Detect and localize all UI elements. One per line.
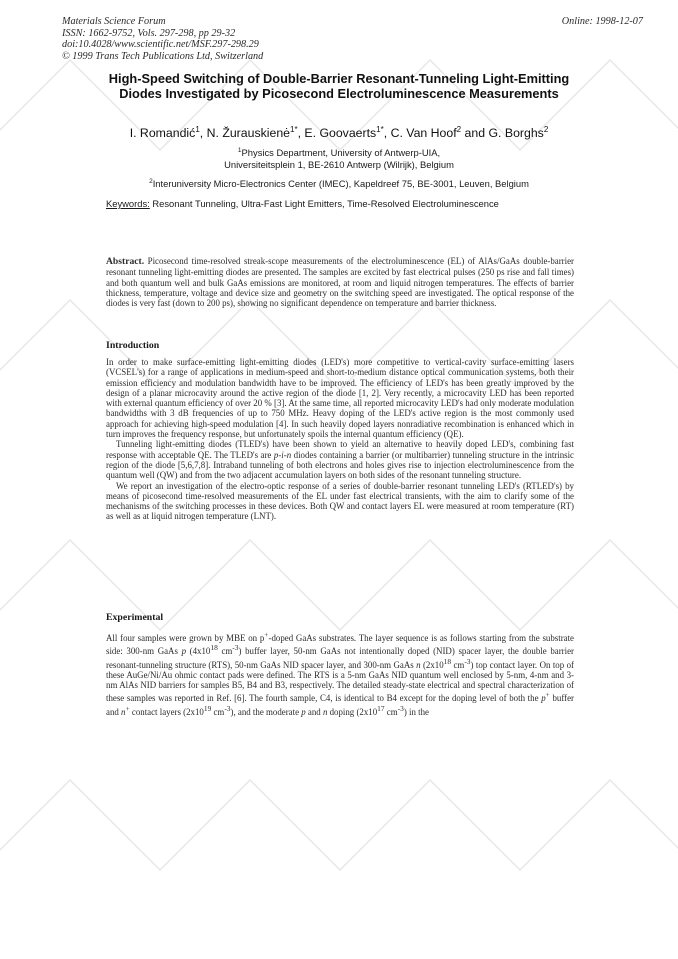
author-list: [60, 125, 618, 140]
author-affil-mark: 1*: [290, 125, 298, 134]
keywords-line: [106, 198, 499, 209]
intro-paragraph-2: Tunneling light-emitting diodes (TLED's) have been shown to yield an alternative to heavily doped LED's, combining fast response with acceptable QE. The TLED's are p-i-n diodes containing a barrier (or multibarrier) tunneling structure in the intrinsic region of the diode [5,6,7,8]. Intraband tunneling of both electrons and holes gives rise to injection electroluminescence from the quantum well (QW) and from the two adjacent accumulation layers on both sides of the resonant tunneling structure.: [106, 439, 575, 481]
author-affil-mark: 2: [456, 125, 462, 134]
affiliation-line: Physics Department, University of Antwerp-UIA,: [241, 147, 441, 159]
affiliation-mark: 2: [149, 178, 153, 185]
doi-link[interactable]: doi:10.4028/www.scientific.net/MSF.297-298.29: [62, 39, 259, 51]
experimental-body: [106, 630, 574, 717]
online-date: Online: 1998-12-07: [561, 16, 643, 27]
introduction-heading: Introduction: [106, 340, 160, 351]
intro-paragraph-3: We report an investigation of the electro-optic response of a series of double-barrier resonant tunneling LED's (RTLED's) by means of picosecond time-resolved measurements of the EL under fast electrical transients, with the aim to clarify some of the mechanisms of the switching processes in these devices. Both QW and contact layers EL were measured at room temperature (RT) as well as at liquid nitrogen temperature (LNT).: [106, 480, 574, 522]
abstract-text: Picosecond time-resolved streak-scope measurements of the electroluminescence (EL) of AlAs/GaAs double-barrier resonant tunneling light-emitting diodes are presented. The samples are excited by fast electrical pulses (250 ps rise and fall times) and both quantum well and bulk GaAs emissions are monitored, at room and liquid nitrogen temperatures. The effects of barrier thickness, temperature, voltage and device size and geometry on the switching speed are investigated. The optical response of the diodes is very fast (down to 200 ps), showing no significant dependence on temperature and barrier thickness.: [106, 256, 574, 309]
keywords-label: Keywords:: [106, 198, 150, 209]
affiliation-2: [80, 176, 598, 190]
affiliation-1: [80, 145, 598, 170]
experimental-paragraph: All four samples were grown by MBE on p+-doped GaAs substrates. The layer sequence is as follows starting from the substrate side: 300-nm GaAs p ($4x10^{18}$ $cm^{-3}$) buffer layer, 50-nm GaAs not intentionally doped (NID) spacer layer, the double barrier resonant-tunneling structure (RTS), 50-nm GaAs NID spacer layer, and 300-nm GaAs n ($2x10^{18}$ $cm^{-3}$) top contact layer. On top of these AuGe/Ni/Au ohmic contact pads were defined. The RTS is a 5-nm GaAs NID quantum well enclosed by 5-nm, 4-nm and 3-nm AlAs NID barriers for samples B5, B4 and B3, respectively. The detailed steady-state electrical and spectral characterization of these samples was reported in Ref. [6]. The fourth sample, C4, is identical to B4 except for the doping level of both the p+ buffer and n+ contact layers ($2x10^{19}$ $cm^{-3}$), and the moderate p and n doping ($2x10^{17}$ $cm^{-3}$) in the: [106, 630, 574, 717]
author-separator: ,: [383, 126, 391, 141]
author-separator: ,: [297, 126, 305, 141]
issn-line: ISSN: 1662-9752, Vols. 297-298, pp 29-32: [62, 27, 236, 39]
author-name: E. Goovaerts: [304, 126, 377, 141]
paper-title: High-Speed Switching of Double-Barrier Resonant-Tunneling Light-Emitting Diodes Investigated by Picosecond Electroluminescence Measurements: [108, 71, 570, 101]
author-name: G. Borghs: [488, 126, 544, 141]
author-name: C. Van Hoof: [390, 126, 457, 141]
author-separator: ,: [199, 126, 207, 141]
copyright-line: © 1999 Trans Tech Publications Ltd, Switzerland: [62, 50, 264, 62]
keywords-text: Resonant Tunneling, Ultra-Fast Light Emitters, Time-Resolved Electroluminescence: [149, 198, 499, 209]
experimental-heading: Experimental: [106, 612, 164, 623]
abstract-block: [106, 256, 574, 308]
affiliation-line: Interuniversity Micro-Electronics Center (IMEC), Kapeldreef 75, BE-3001, Leuven, Belgium: [152, 178, 529, 190]
author-affil-mark: 1: [195, 125, 200, 134]
introduction-body: [106, 357, 574, 522]
intro-paragraph-1: In order to make surface-emitting light-emitting diodes (LED's) more competitive to vertical-cavity surface-emitting lasers (VCSEL's) for a range of applications in medium-speed and short-to-medium distance optical communication systems, both their emission efficiency and modulation bandwidth have to be improved. The efficiency of LED's has been greatly improved by the design of a planar microcavity around the active region of the diode [1, 2]. Very recently, a microcavity LED has been reported with external quantum efficiency of over 20 % [3]. At the same time, all reported microcavity LED's had only moderate modulation bandwidths with 3 dB frequencies of up to 750 MHz. Heavy doping of the LED's active region is the most commonly used approach for achieving high-speed modulation [4]. In such heavily doped layers nonradiative recombination is enhanced which in turn improves the frequency response, but unfortunately spoils the internal quantum efficiency (QE).: [106, 357, 574, 440]
affiliation-line: Universiteitsplein 1, BE-2610 Antwerp (Wilrijk), Belgium: [224, 158, 454, 170]
abstract-label: Abstract.: [106, 256, 145, 267]
author-affil-mark: 1*: [376, 125, 384, 134]
author-and: and: [461, 126, 489, 141]
author-name: I. Romandić: [129, 126, 196, 141]
author-affil-mark: 2: [543, 125, 549, 134]
affiliation-mark: 1: [237, 147, 242, 154]
journal-header: [62, 16, 402, 62]
author-name: N. Žurauskienė: [206, 126, 290, 141]
journal-name: Materials Science Forum: [62, 16, 166, 27]
